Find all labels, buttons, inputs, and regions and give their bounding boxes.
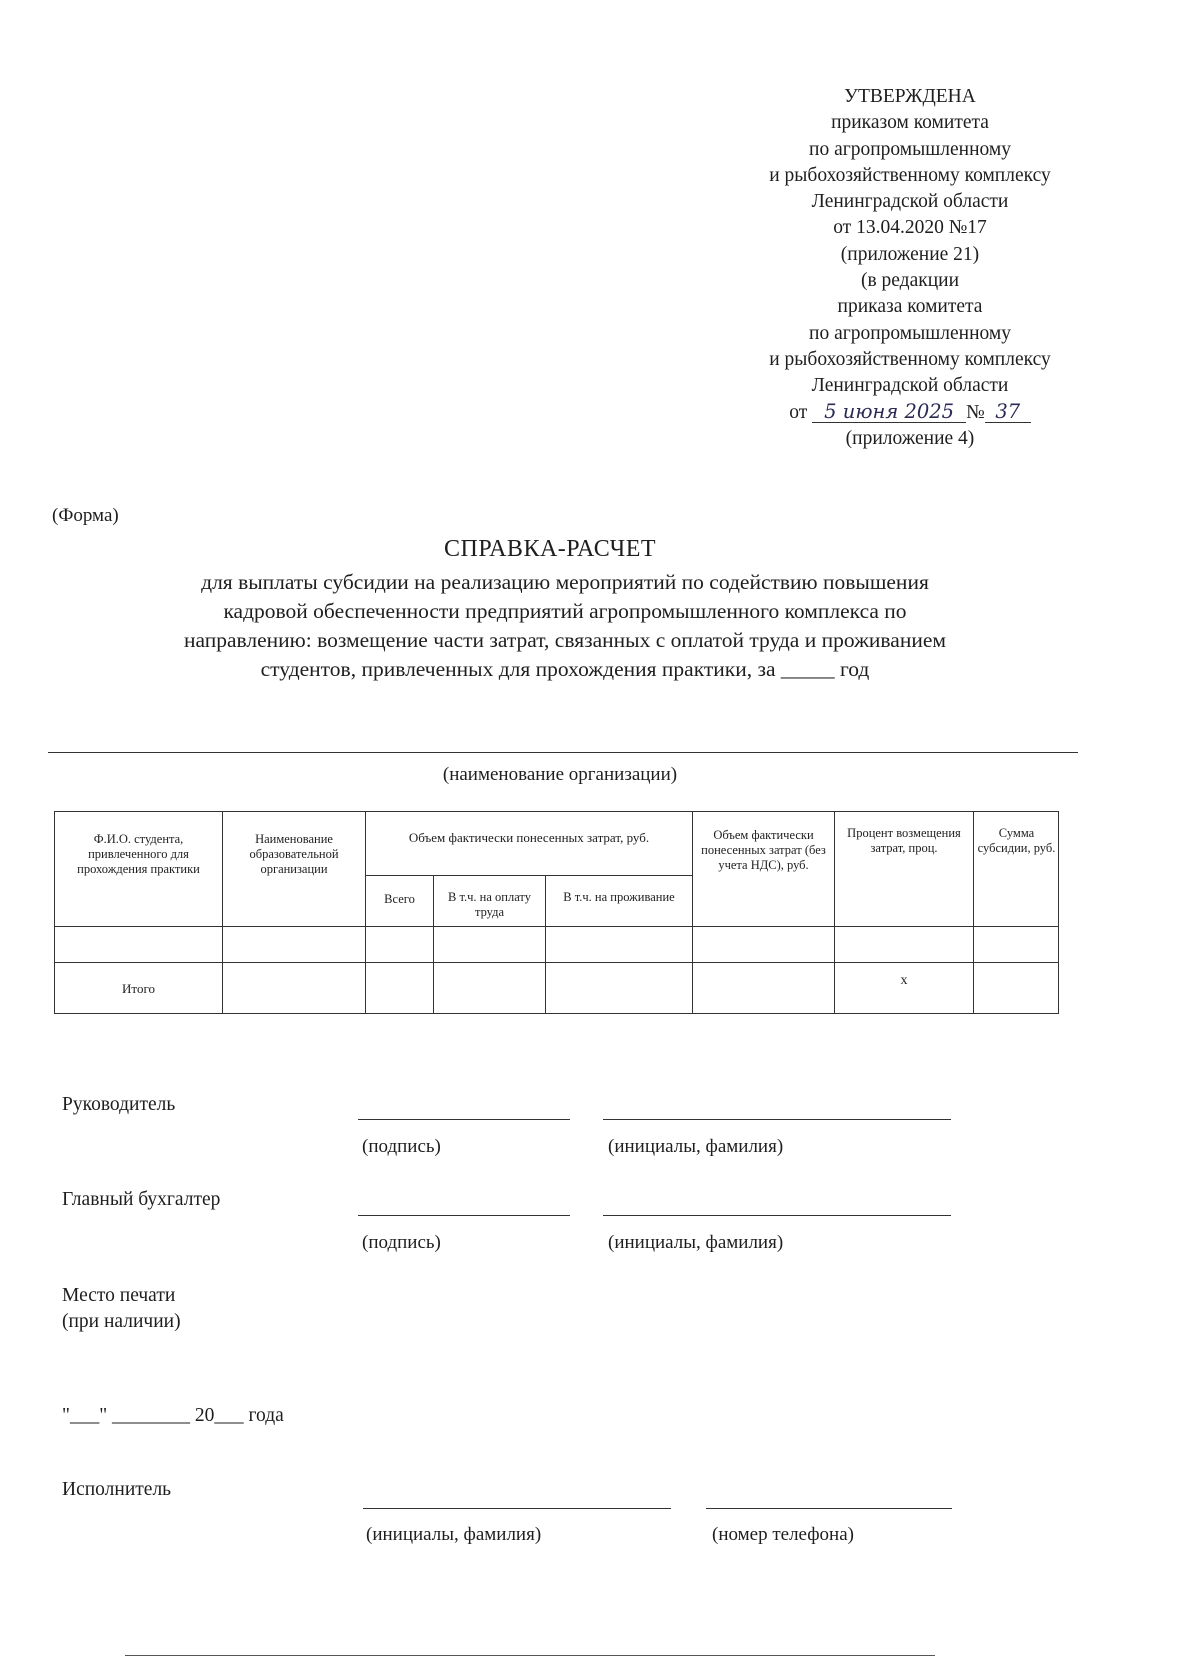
chief-accountant-label: Главный бухгалтер [62,1189,221,1210]
data-cell-subsidy[interactable] [973,926,1059,962]
executor-phone-caption: (номер телефона) [712,1524,854,1545]
subtitle-line: студентов, привлеченных для прохождения практики, за _____ год [260,657,870,681]
header-costs-no-vat: Объем фактически понесенных затрат (без учета НДС), руб. [692,811,834,926]
header-percent: Процент возмещения затрат, проц. [834,811,973,926]
form-label: (Форма) [52,505,119,526]
data-cell-institution[interactable] [222,926,365,962]
organization-caption: (наименование организации) [442,764,678,785]
approval-line: от 13.04.2020 №17 [833,217,987,239]
header-subsidy: Сумма субсидии, руб. [973,811,1059,926]
total-cell-costs-housing[interactable] [545,962,692,1014]
approval-line: Ленинградской области [811,375,1009,397]
head-initials-caption: (инициалы, фамилия) [608,1136,784,1157]
header-costs-total: Всего [365,875,433,926]
number-sign: № [966,401,985,423]
total-cell-institution [222,962,365,1014]
header-costs-group: Объем фактически понесенных затрат, руб. [365,811,692,875]
date-line[interactable]: "___" ________ 20___ года [62,1405,284,1426]
executor-label: Исполнитель [62,1479,172,1500]
data-cell-student[interactable] [54,926,222,962]
approval-line: и рыбохозяйственному комплексу [769,164,1051,186]
data-cell-costs-housing[interactable] [545,926,692,962]
executor-initials-line[interactable] [363,1508,671,1509]
amendment-prefix: от [789,401,808,423]
accountant-initials-line[interactable] [603,1215,951,1216]
header-costs-housing: В т.ч. на проживание [545,875,692,926]
accountant-signature-line[interactable] [358,1215,570,1216]
total-label: Итого [54,962,222,1014]
approval-line: по агропромышленному [809,322,1011,344]
subtitle-line: для выплаты субсидии на реализацию мероприятий по содействию повышения [201,570,929,594]
approval-line: Ленинградской области [811,191,1009,213]
total-percent-mark: x [834,962,973,1014]
head-initials-line[interactable] [603,1119,951,1120]
accountant-initials-caption: (инициалы, фамилия) [608,1232,784,1253]
head-label: Руководитель [62,1094,176,1115]
total-cell-costs-total[interactable] [365,962,433,1014]
approval-line: и рыбохозяйственному комплексу [769,348,1051,370]
approval-line: (приложение 21) [840,243,980,265]
approval-line: УТВЕРЖДЕНА [844,86,976,107]
approval-line: приказа комитета [837,296,983,318]
total-cell-subsidy[interactable] [973,962,1059,1014]
approval-line: приказом комитета [831,112,989,134]
head-signature-line[interactable] [358,1119,570,1120]
executor-phone-line[interactable] [706,1508,952,1509]
accountant-signature-caption: (подпись) [362,1232,441,1253]
approval-line: (в редакции [860,270,960,292]
total-cell-costs-no-vat[interactable] [692,962,834,1014]
header-student: Ф.И.О. студента, привлеченного для прохождения практики [54,811,222,926]
handwritten-number: 37 [985,402,1031,423]
data-cell-costs-total[interactable] [365,926,433,962]
executor-initials-caption: (инициалы, фамилия) [366,1524,542,1545]
document-subtitle [55,568,1075,684]
calculation-table [54,811,1059,1014]
stamp-label: Место печати [62,1285,176,1306]
total-cell-costs-labor[interactable] [433,962,545,1014]
organization-name-line[interactable] [48,752,1078,753]
header-institution: Наименование образовательной организации [222,811,365,926]
subtitle-line: направлению: возмещение части затрат, связанных с оплатой труда и проживанием [183,628,947,652]
handwritten-date: 5 июня 2025 [812,402,966,423]
head-signature-caption: (подпись) [362,1136,441,1157]
approval-line: по агропромышленному [809,138,1011,160]
data-cell-percent[interactable] [834,926,973,962]
document-title: СПРАВКА-РАСЧЕТ [443,536,657,562]
subtitle-line: кадровой обеспеченности предприятий агропромышленного комплекса по [223,599,907,623]
data-cell-costs-labor[interactable] [433,926,545,962]
stamp-label-note: (при наличии) [62,1311,181,1332]
approval-line: (приложение 4) [845,427,975,449]
amendment-line [700,400,1120,426]
data-cell-costs-no-vat[interactable] [692,926,834,962]
footer-rule [125,1655,935,1656]
header-costs-labor: В т.ч. на оплату труда [433,875,545,926]
approval-block [700,84,1120,452]
